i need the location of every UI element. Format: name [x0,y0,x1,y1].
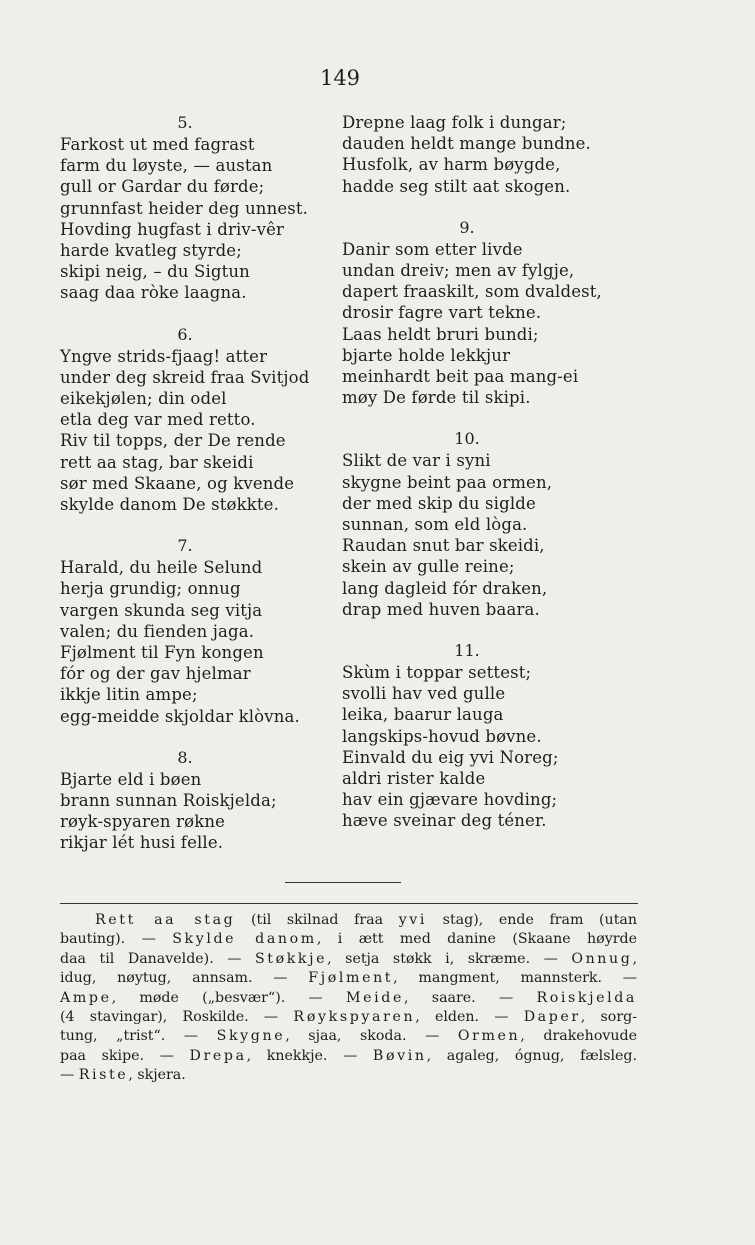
glossed-term: Ormen [457,1028,521,1045]
verse-line: brann sunnan Roiskjelda; [60,791,277,811]
verse-line: Hovding hugfast i driv-vêr [60,219,285,239]
footnote-text: (til skilnad fraa [235,912,399,928]
verse-line: egg-meidde skjoldar klòvna. [60,706,300,726]
verse-line: skylde danom De støkkte. [60,495,279,515]
stanza-number: 6. [177,324,193,344]
left-poem-column [60,112,340,854]
footnote-text: tung, „trist“. — [60,1028,217,1045]
verse-line: Husfolk, av harm bøygde, [342,155,561,175]
footnote-text: , sorg- [580,1009,638,1026]
stanza-number: 7. [177,536,193,556]
verse-line: der med skip du siglde [342,493,536,513]
glossed-term: Røykspyaren [293,1009,416,1026]
footnote-text: , sjaa, skoda. — [285,1028,458,1045]
stanza [60,324,340,516]
verse-line: sør med Skaane, og kvende [60,473,295,493]
footnote-line [60,1008,637,1027]
verse-line: skein av gulle reine; [342,557,515,577]
stanza [342,112,622,197]
verse-line: Drepne laag folk i dungar; [342,113,567,132]
footnote-text: , drakehovude [520,1028,637,1045]
verse-line: skipi neig, – du Sigtun [60,262,250,282]
verse-line: langskips-hovud bøvne. [342,726,542,746]
verse-line: etla deg var med retto. [60,410,256,430]
stanza-gap [342,408,622,428]
footnote-text: , skjera. [128,1067,186,1084]
verse-line: Fjølment til Fyn kongen [60,643,264,663]
stanza-gap [60,515,340,535]
footnote-line [60,911,637,930]
verse-line: dapert fraaskilt, som dvaldest, [342,282,602,302]
verse-line: saag daa ròke laagna. [60,283,247,303]
verse-line: hav ein gjævare hovding; [342,790,558,810]
footnote-text: , knekkje. — [246,1047,373,1064]
glossed-term: Rett aa stag [95,912,236,928]
footnote-line [60,969,637,988]
stanza [342,217,622,409]
verse-line: Laas heldt bruri bundi; [342,324,539,344]
footnote-line [60,950,637,969]
footnote-text: , mangment, mannsterk. — [393,970,637,987]
stanza [60,535,340,727]
verse-line: Skùm i toppar settest; [342,663,532,683]
verse-line: Bjarte eld i bøen [60,769,202,789]
stanza [60,747,340,854]
verse-line: under deg skreid fraa Svitjod [60,367,310,387]
glossed-term: Daper [523,1009,581,1026]
verse-line: Einvald du eig yvi Noreg; [342,747,559,767]
verse-line: harde kvatleg styrde; [60,241,242,261]
verse-line: hæve sveinar deg téner. [342,811,547,831]
footnote-text: , elden. — [415,1009,524,1026]
verse-line: lang dagleid fór draken, [342,578,548,598]
stanza [342,640,622,832]
verse-line: undan dreiv; men av fylgje, [342,261,575,281]
verse-line: rikjar lét husi felle. [60,833,224,853]
footnote-text: , møde („besvær“). — [111,989,347,1006]
verse-line: Slikt de var i syni [342,451,491,471]
footnote-text: idug, nøytug, annsam. — [60,970,309,987]
verse-line: hadde seg stilt aat skogen. [342,176,571,196]
verse-line: dauden heldt mange bundne. [342,134,591,154]
footnote-text: — [60,1067,79,1084]
verse-line: rett aa stag, bar skeidi [60,452,254,472]
glossed-term: Skygne [216,1028,286,1045]
verse-line: sunnan, som eld lòga. [342,515,528,535]
stanza-gap [60,304,340,324]
footnote-text: , setja støkk i, skræme. — [327,950,572,967]
verse-line: Farkost ut med fagrast [60,135,255,154]
verse-line: svolli hav ved gulle [342,684,506,704]
verse-line: Riv til topps, der De rende [60,431,286,451]
verse-line: gull or Gardar du førde; [60,177,265,197]
footnote-text: (4 stavingar), Roskilde. — [60,1009,294,1026]
verse-line: ikkje litin ampe; [60,685,198,705]
glossed-term: Støkkje [254,950,328,967]
verse-line: Yngve strids-fjaag! atter [60,346,268,366]
verse-line: drosir fagre vart tekne. [342,303,542,323]
right-poem-column [342,112,622,832]
footnote-line [60,1047,637,1066]
stanza-gap [342,197,622,217]
footnote-text: daa til Danavelde). — [60,950,255,967]
footnote-text: , saare. — [403,989,537,1006]
stanza-gap [60,727,340,747]
footnote-text: , agaleg, ógnug, fælsleg. [426,1047,637,1064]
verse-line: drap med huven baara. [342,599,540,619]
footnote-text: paa skipe. — [60,1047,190,1064]
footnote-text: , i ætt med danine (Skaane høyrde [316,931,638,948]
stanza [60,112,340,304]
verse-line: Raudan snut bar skeidi, [342,536,545,556]
page-number: 149 [319,66,361,90]
glossed-term: Skylde danom [172,931,317,948]
verse-line: farm du løyste, — austan [60,156,273,176]
verse-line: fór og der gav hjelmar [60,664,251,684]
verse-line: herja grundig; onnug [60,579,241,599]
footnote-text: , [632,950,637,967]
stanza-number: 5. [177,113,193,132]
glossed-term: Drepa [189,1047,247,1064]
footnote-line [60,989,637,1008]
glossed-term: Ampe [60,989,112,1006]
verse-line: skygne beint paa ormen, [342,472,553,492]
stanza [342,428,622,620]
verse-line: grunnfast heider deg unnest. [60,198,309,218]
glossed-term: yvi [398,912,428,928]
footnote-text: bauting). — [60,931,173,948]
glossed-term: Fjølment [308,970,394,987]
stanza-gap [342,620,622,640]
footnote-text: stag), ende fram (utan [427,912,637,928]
verse-line: Harald, du heile Selund [60,558,263,578]
verse-line: Danir som etter livde [342,239,523,259]
stanza-number: 10. [454,429,480,449]
glossed-term: Bøvin [372,1047,427,1064]
footnote-line [60,1027,637,1046]
verse-line: bjarte holde lekkjur [342,345,511,365]
stanza-number: 9. [459,217,475,237]
glossed-term: Roiskjelda [536,989,637,1006]
verse-line: eikekjølen; din odel [60,389,227,409]
footnote-rule [60,903,638,904]
verse-line: møy De førde til skipi. [342,388,531,408]
glossed-term: Meide [346,989,404,1006]
verse-line: meinhardt beit paa mang-ei [342,367,579,387]
footnotes [60,911,637,1086]
footnote-line [60,1066,637,1085]
verse-line: aldri rister kalde [342,769,486,789]
verse-line: valen; du fienden jaga. [60,621,255,641]
verse-line: røyk-spyaren røkne [60,812,226,832]
glossed-term: Onnug [571,950,633,967]
glossed-term: Riste [78,1067,129,1084]
section-divider [285,882,401,883]
verse-line: leika, baarur lauga [342,705,504,725]
verse-line: vargen skunda seg vitja [60,600,263,620]
stanza-number: 11. [454,641,480,661]
stanza-number: 8. [177,747,193,767]
footnote-line [60,930,637,949]
